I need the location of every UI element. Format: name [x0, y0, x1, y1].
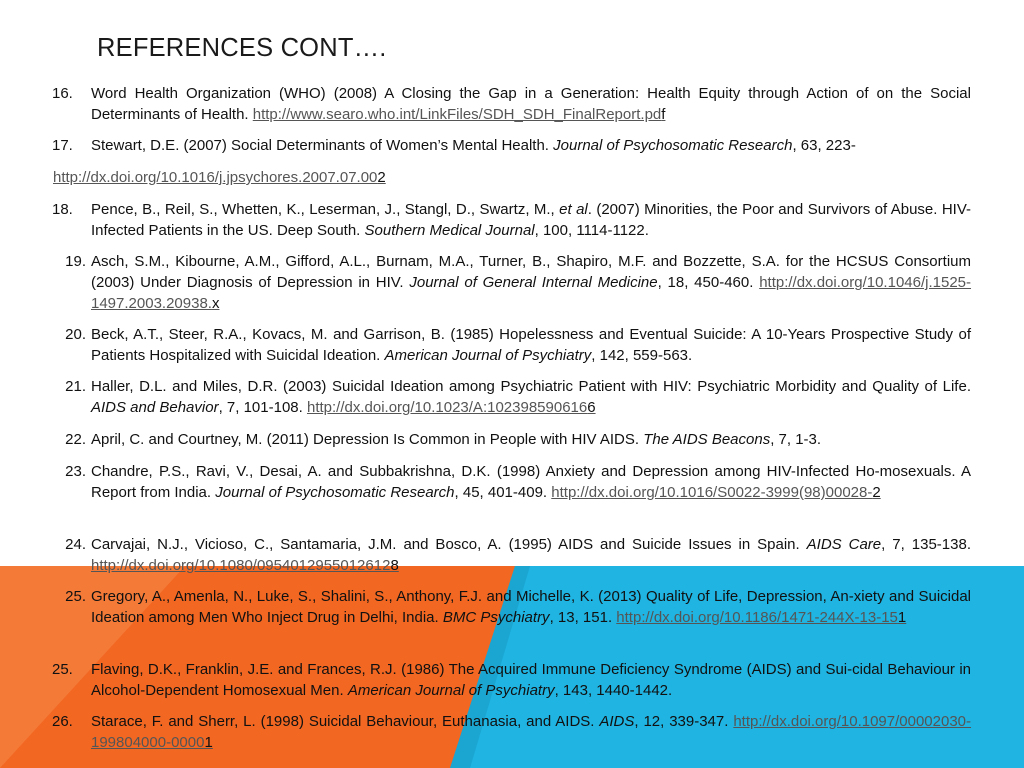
reference-number: 20. — [65, 326, 86, 343]
reference-17-doi — [53, 167, 386, 188]
reference-19 — [65, 251, 972, 314]
reference-text: Beck, A.T., Steer, R.A., Kovacs, M. and Garrison, B. (1985) Hopelessness and Eventual Suicide: A 10-Years Prospective Study of Patients Hospitalized with Suicidal Ideation. — [91, 326, 971, 364]
journal-title: AIDS Care — [806, 536, 882, 553]
reference-citation: , 143, 1440-1442. — [554, 682, 673, 699]
reference-text: . (2007) Minorities, the Poor and Survivors of Abuse. HIV-Infected Patients in the US. Deep South. — [91, 201, 972, 239]
reference-link[interactable]: http://dx.doi.org/10.1186/1471-244X-13-151 — [616, 609, 907, 626]
reference-text: Haller, D.L. and Miles, D.R. (2003) Suicidal Ideation among Psychiatric Patient with HIV: Psychiatric Morbidity and Quality of Life. — [91, 378, 971, 395]
reference-number: 25. — [65, 588, 86, 605]
reference-text: Pence, B., Reil, S., Whetten, K., Leserman, J., Stangl, D., Swartz, M., — [91, 201, 555, 218]
reference-citation: , 7, 1-3. — [770, 431, 822, 448]
reference-text: Starace, F. and Sherr, L. (1998) Suicidal Behaviour, Euthanasia, and AIDS. — [91, 713, 595, 730]
reference-22 — [65, 429, 971, 450]
reference-link[interactable]: http://dx.doi.org/10.1097/00002030-199804000-00001 — [91, 713, 972, 751]
journal-title: Journal of Psychosomatic Research — [553, 137, 793, 154]
reference-21 — [65, 376, 971, 418]
reference-number: 16. — [52, 85, 73, 102]
journal-title: Southern Medical Journal — [364, 222, 535, 239]
reference-26 — [52, 711, 972, 753]
reference-number: 18. — [52, 201, 73, 218]
reference-text: Word Health Organization (WHO) (2008) A Closing the Gap in a Generation: Health Equity through Action of on the Social Determinants of Health. — [91, 85, 971, 123]
reference-link[interactable]: http://dx.doi.org/10.1016/S0022-3999(98)00028-2 — [551, 484, 881, 501]
journal-title: The AIDS Beacons — [643, 431, 771, 448]
slide-title: REFERENCES CONT…. — [97, 34, 387, 62]
reference-link[interactable]: http://dx.doi.org/10.1046/j.1525-1497.2003.20938.x — [91, 274, 972, 312]
reference-text: Gregory, A., Amenla, N., Luke, S., Shalini, S., Anthony, F.J. and Michelle, K. (2013) Quality of Life, Depression, An-xiety and Suicidal Ideation among Men Who Inject Drug in Delhi, India. — [91, 588, 971, 626]
reference-link[interactable]: http://dx.doi.org/10.1080/09540129550126128 — [91, 557, 399, 574]
reference-17 — [52, 135, 971, 156]
reference-citation: , 7, 101-108. — [218, 399, 303, 416]
reference-citation: , 12, 339-347. — [634, 713, 729, 730]
journal-title: American Journal of Psychiatry — [347, 682, 555, 699]
reference-number: 25. — [52, 661, 73, 678]
journal-title: AIDS — [599, 713, 635, 730]
reference-citation: , 13, 151. — [549, 609, 613, 626]
reference-citation: , 142, 559-563. — [591, 347, 693, 364]
reference-number: 19. — [65, 253, 86, 270]
reference-24 — [65, 534, 971, 576]
reference-text: Carvajai, N.J., Vicioso, C., Santamaria, J.M. and Bosco, A. (1995) AIDS and Suicide Issues in Spain. — [91, 536, 800, 553]
reference-link[interactable]: http://www.searo.who.int/LinkFiles/SDH_SDH_FinalReport.pdf — [252, 106, 666, 123]
journal-title: American Journal of Psychiatry — [384, 347, 592, 364]
reference-number: 17. — [52, 137, 73, 154]
journal-title: Journal of General Internal Medicine — [409, 274, 658, 291]
reference-text: Chandre, P.S., Ravi, V., Desai, A. and Subbakrishna, D.K. (1998) Anxiety and Depression among HIV-Infected Ho-mosexuals. A Report from India. — [91, 463, 971, 501]
reference-number: 26. — [52, 713, 73, 730]
journal-title: Journal of Psychosomatic Research — [215, 484, 455, 501]
reference-20 — [65, 324, 971, 366]
reference-citation: , 63, 223- — [792, 137, 856, 154]
journal-title: AIDS and Behavior — [91, 399, 219, 416]
reference-number: 22. — [65, 431, 86, 448]
reference-citation: , 45, 401-409. — [454, 484, 548, 501]
reference-18 — [52, 199, 972, 241]
reference-link[interactable]: http://dx.doi.org/10.1023/A:1023985906166 — [306, 399, 596, 416]
reference-text: Stewart, D.E. (2007) Social Determinants of Women’s Mental Health. — [91, 137, 549, 154]
reference-citation: , 18, 450-460. — [657, 274, 754, 291]
reference-text: Asch, S.M., Kibourne, A.M., Gifford, A.L., Burnam, M.A., Turner, B., Shapiro, M.F. and Bozzette, S.A. for the HCSUS Consortium (2003) Under Diagnosis of Depression in HIV. — [91, 253, 971, 291]
reference-citation: , 7, 135-138. — [881, 536, 971, 553]
reference-25 — [65, 586, 971, 628]
reference-citation: , 100, 1114-1122. — [534, 222, 649, 239]
reference-23 — [65, 461, 971, 503]
reference-number: 23. — [65, 463, 86, 480]
reference-link[interactable]: http://dx.doi.org/10.1016/j.jpsychores.2007.07.002 — [53, 169, 386, 186]
reference-25b — [52, 659, 971, 701]
reference-text: Flaving, D.K., Franklin, J.E. and Frances, R.J. (1986) The Acquired Immune Deficiency Syndrome (AIDS) and Sui-cidal Behaviour in Alcohol-Dependent Homosexual Men. — [91, 661, 971, 699]
reference-number: 21. — [65, 378, 86, 395]
reference-16 — [52, 83, 971, 125]
reference-text: April, C. and Courtney, M. (2011) Depression Is Common in People with HIV AIDS. — [91, 431, 640, 448]
journal-title: BMC Psychiatry — [442, 609, 550, 626]
journal-title: et al — [559, 201, 588, 218]
reference-number: 24. — [65, 536, 86, 553]
